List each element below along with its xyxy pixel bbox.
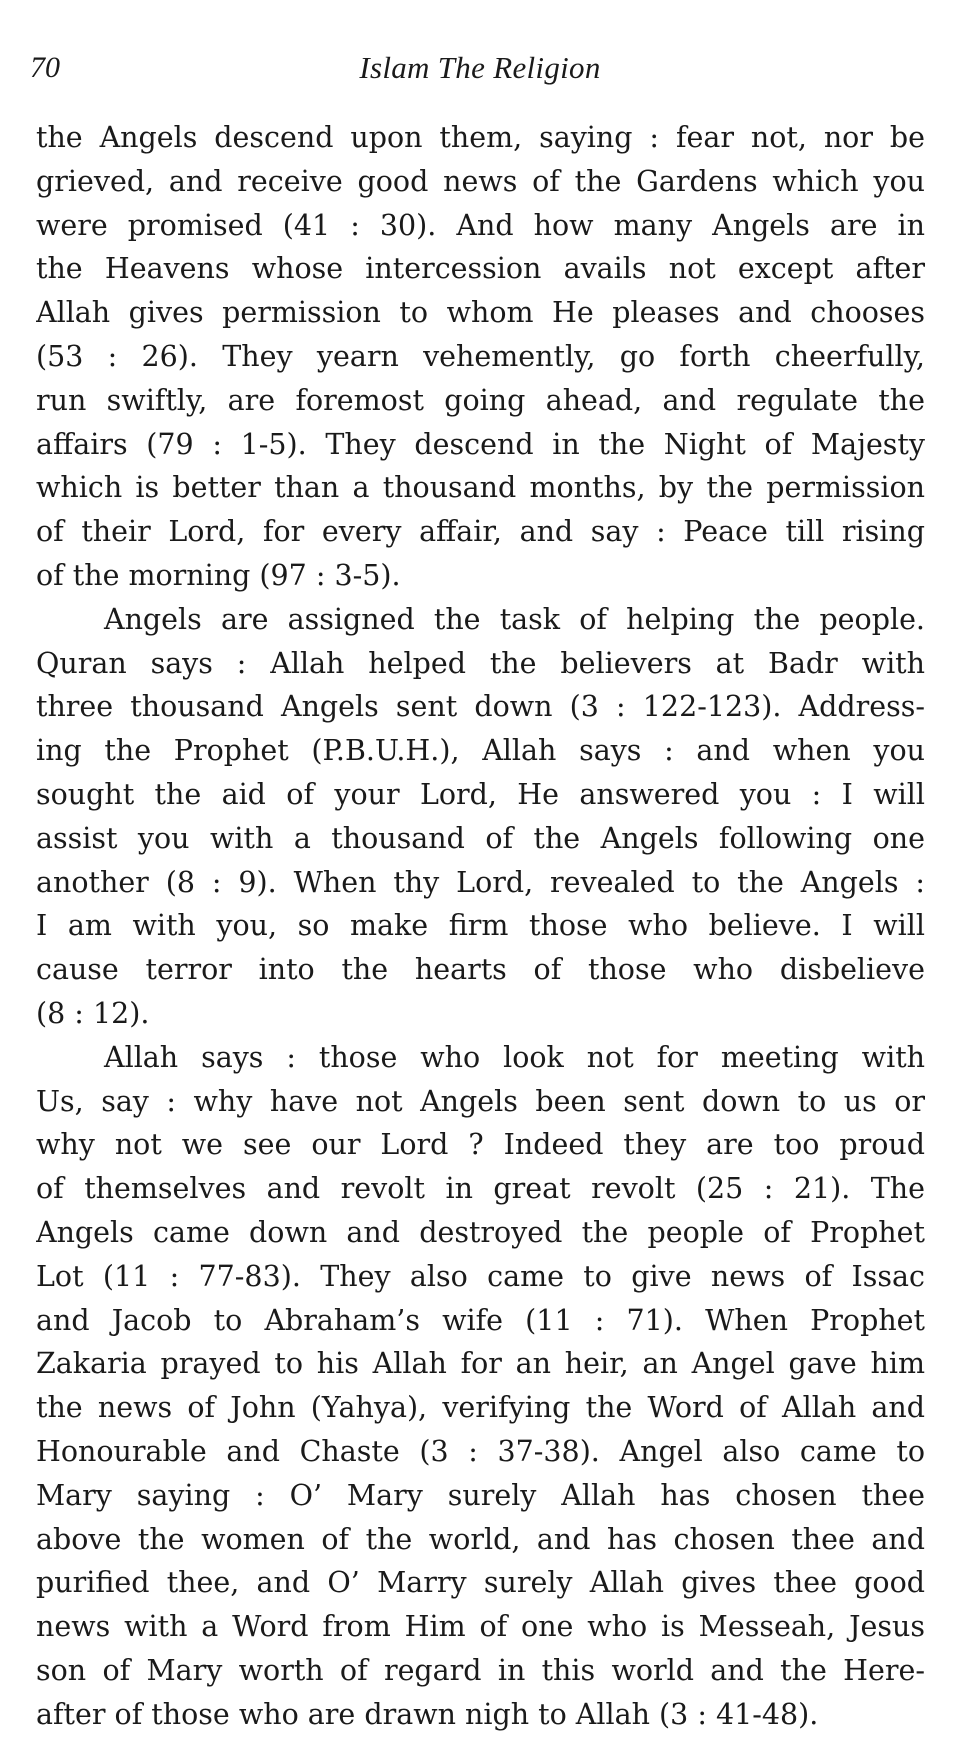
text-line: (8 : 12). bbox=[36, 996, 150, 1030]
text-line: run swiftly, are foremost going ahead, and regulate the bbox=[36, 383, 925, 417]
text-line: of themselves and revolt in great revolt (25 : 21). The bbox=[36, 1172, 925, 1206]
page-header bbox=[30, 48, 930, 88]
text-line: which is better than a thousand months, by the permission bbox=[36, 471, 925, 505]
text-line: news with a Word from Him of one who is Messeah, Jesus bbox=[36, 1610, 925, 1644]
text-line: assist you with a thousand of the Angels following one bbox=[36, 821, 925, 855]
text-line: above the women of the world, and has chosen thee and bbox=[36, 1522, 925, 1556]
text-line: of their Lord, for every affair, and say : Peace till rising bbox=[36, 515, 925, 549]
text-line: Zakaria prayed to his Allah for an heir, an Angel gave him bbox=[36, 1347, 925, 1381]
text-line: of the morning (97 : 3-5). bbox=[36, 558, 401, 592]
text-line: sought the aid of your Lord, He answered you : I will bbox=[36, 777, 925, 811]
text-line: after of those who are drawn nigh to Allah (3 : 41-48). bbox=[36, 1697, 819, 1731]
text-line: Lot (11 : 77-83). They also came to give news of Issac bbox=[36, 1259, 925, 1293]
text-line: grieved, and receive good news of the Gardens which you bbox=[36, 164, 925, 198]
text-line: Quran says : Allah helped the believers at Badr with bbox=[36, 646, 925, 680]
text-line: the Angels descend upon them, saying : fear not, nor be bbox=[36, 121, 925, 154]
text-line: I am with you, so make firm those who believe. I will bbox=[36, 909, 925, 943]
text-line: ing the Prophet (P.B.U.H.), Allah says : and when you bbox=[36, 734, 925, 768]
page-number: 70 bbox=[30, 51, 60, 84]
text-line: purified thee, and O’ Marry surely Allah gives thee good bbox=[36, 1566, 925, 1600]
text-line: Allah says : those who look not for meeting with bbox=[104, 1040, 925, 1074]
text-line: Us, say : why have not Angels been sent down to us or bbox=[36, 1084, 925, 1118]
body-text bbox=[36, 116, 925, 1736]
text-line: were promised (41 : 30). And how many Angels are in bbox=[36, 208, 925, 242]
text-line: why not we see our Lord ? Indeed they are too proud bbox=[36, 1128, 925, 1162]
text-line: and Jacob to Abraham’s wife (11 : 71). When Prophet bbox=[36, 1303, 925, 1337]
text-line: the news of John (Yahya), verifying the Word of Allah and bbox=[36, 1391, 925, 1425]
text-line: Honourable and Chaste (3 : 37-38). Angel also came to bbox=[36, 1434, 925, 1468]
text-line: three thousand Angels sent down (3 : 122-123). Address- bbox=[36, 690, 925, 724]
text-line: Angels came down and destroyed the people of Prophet bbox=[36, 1215, 925, 1249]
text-line: the Heavens whose intercession avails not except after bbox=[36, 252, 925, 286]
running-head: Islam The Religion bbox=[359, 50, 601, 85]
text-line: Mary saying : O’ Mary surely Allah has chosen thee bbox=[36, 1478, 925, 1512]
text-line: Angels are assigned the task of helping the people. bbox=[104, 602, 925, 636]
text-line: affairs (79 : 1-5). They descend in the Night of Majesty bbox=[36, 427, 925, 461]
text-line: cause terror into the hearts of those who disbelieve bbox=[36, 953, 925, 987]
text-line: son of Mary worth of regard in this world and the Here- bbox=[36, 1653, 925, 1687]
text-line: Allah gives permission to whom He pleases and chooses bbox=[36, 296, 925, 330]
text-line: (53 : 26). They yearn vehemently, go forth cheerfully, bbox=[36, 339, 925, 373]
text-line: another (8 : 9). When thy Lord, revealed to the Angels : bbox=[36, 865, 925, 899]
